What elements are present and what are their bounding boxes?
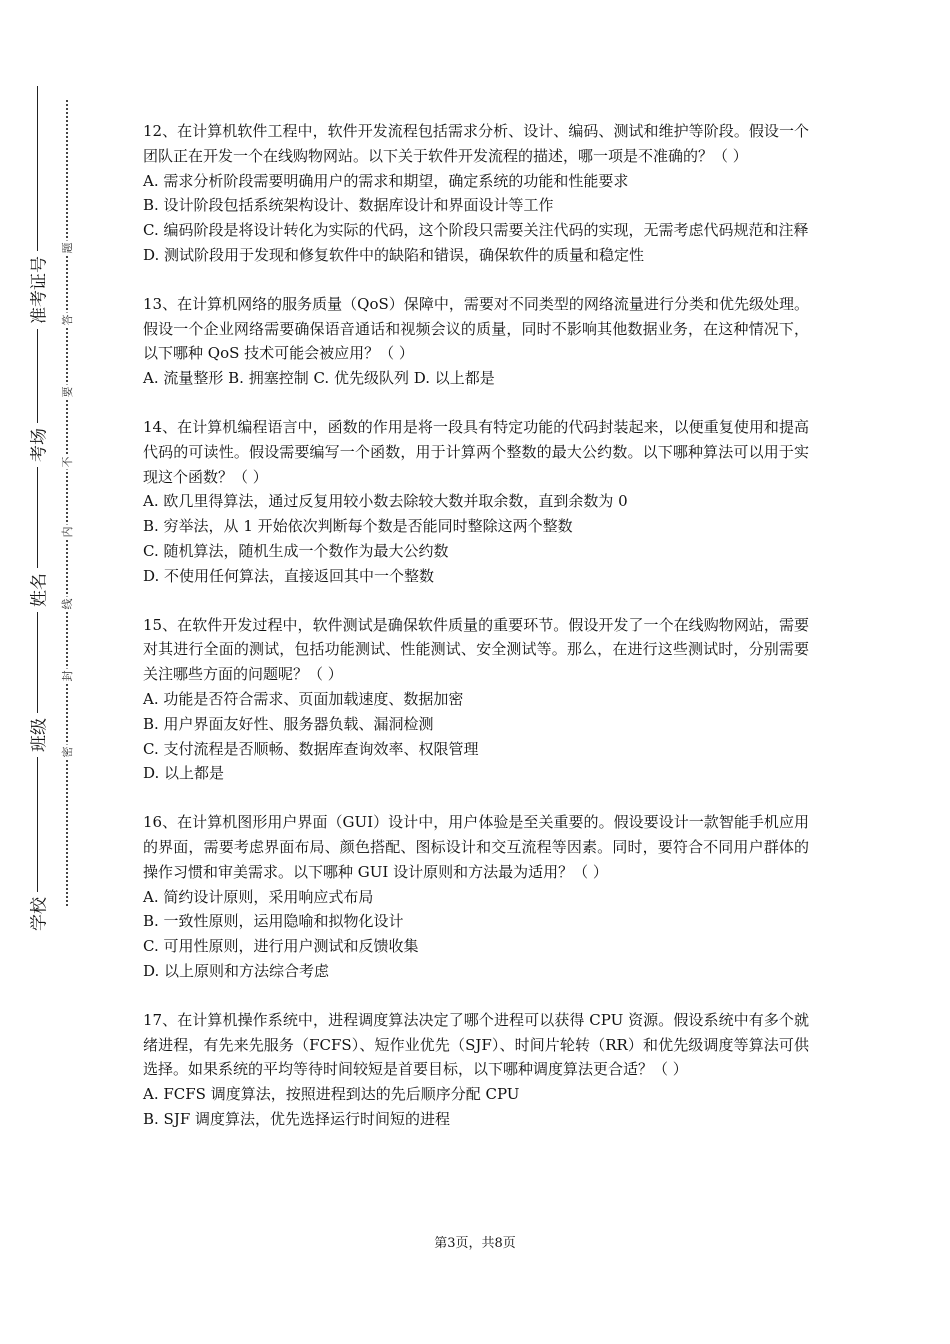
option-a: A. 欧几里得算法，通过反复用较小数去除较大数并取余数，直到余数为 0 <box>143 492 628 511</box>
seal-char-8: 题 <box>61 242 74 254</box>
option-d: D. 不使用任何算法，直接返回其中一个整数 <box>143 566 435 585</box>
seal-char-2: 封 <box>61 670 74 682</box>
binding-margin <box>0 0 130 1344</box>
question-14 <box>143 415 809 589</box>
option-d: D. 以上原则和方法综合考虑 <box>143 961 330 980</box>
seal-char-6: 要 <box>61 386 74 398</box>
option-d: D. 以上都是 <box>143 764 225 783</box>
option-c: C. 随机算法，随机生成一个数作为最大公约数 <box>143 541 449 560</box>
binding-field-school: 学校 <box>25 892 50 936</box>
option-b: B. SJF 调度算法，优先选择运行时间短的进程 <box>143 1109 451 1128</box>
option-c: C. 可用性原则，进行用户测试和反馈收集 <box>143 937 419 956</box>
question-13 <box>143 292 809 391</box>
option-a: A. 功能是否符合需求、页面加载速度、数据加密 <box>143 689 464 708</box>
option-row: A. 流量整形 B. 拥塞控制 C. 优先级队列 D. 以上都是 <box>143 369 495 388</box>
question-15 <box>143 613 809 787</box>
page-number: 第3页，共8页 <box>434 1236 516 1251</box>
question-stem: 13、在计算机网络的服务质量（QoS）保障中，需要对不同类型的网络流量进行分类和优先级处理。假设一个企业网络需要确保语音通话和视频会议的质量，同时不影响其他数据业务，在这种情况下，以下哪种 QoS 技术可能会被应用？（ ） <box>143 294 809 363</box>
option-b: B. 一致性原则，运用隐喻和拟物化设计 <box>143 912 404 931</box>
question-12 <box>143 119 809 268</box>
option-b: B. 用户界面友好性、服务器负载、漏洞检测 <box>143 714 434 733</box>
question-stem: 17、在计算机操作系统中，进程调度算法决定了哪个进程可以获得 CPU 资源。假设系统中有多个就绪进程，有先来先服务（FCFS）、短作业优先（SJF）、时间片轮转（RR）和优先级调度等算法可供选择。如果系统的平均等待时间较短是首要目标，以下哪种调度算法更合适？（ ） <box>143 1010 809 1079</box>
seal-char-7: 答 <box>61 314 74 326</box>
question-stem: 16、在计算机图形用户界面（GUI）设计中，用户体验是至关重要的。假设要设计一款智能手机应用的界面，需要考虑界面布局、颜色搭配、图标设计和交互流程等因素。同时，要符合不同用户群体的操作习惯和审美需求。以下哪种 GUI 设计原则和方法最为适用？（ ） <box>143 813 809 881</box>
seal-char-3: 线 <box>61 598 74 610</box>
option-b: B. 穷举法，从 1 开始依次判断每个数是否能同时整除这两个整数 <box>143 517 573 536</box>
question-16 <box>143 810 809 984</box>
binding-field-name: 姓名 <box>25 568 50 612</box>
seal-char-1: 密 <box>61 746 74 758</box>
option-b: B. 设计阶段包括系统架构设计、数据库设计和界面设计等工作 <box>143 196 554 215</box>
seal-char-4: 内 <box>61 526 74 538</box>
question-list <box>143 119 809 1156</box>
option-a: A. FCFS 调度算法，按照进程到达的先后顺序分配 CPU <box>143 1085 520 1104</box>
option-d: D. 测试阶段用于发现和修复软件中的缺陷和错误，确保软件的质量和稳定性 <box>143 245 645 264</box>
binding-field-exam-room: 考场 <box>25 423 50 467</box>
question-stem: 14、在计算机编程语言中，函数的作用是将一段具有特定功能的代码封装起来，以便重复使用和提高代码的可读性。假设需要编写一个函数，用于计算两个整数的最大公约数。以下哪种算法可以用于实现这个函数？（ ） <box>143 417 809 486</box>
option-a: A. 简约设计原则，采用响应式布局 <box>143 887 374 906</box>
option-c: C. 支付流程是否顺畅、数据库查询效率、权限管理 <box>143 739 479 758</box>
option-c: C. 编码阶段是将设计转化为实际的代码，这个阶段只需要关注代码的实现，无需考虑代码规范和注释 <box>143 221 809 240</box>
question-17 <box>143 1008 809 1132</box>
question-stem: 15、在软件开发过程中，软件测试是确保软件质量的重要环节。假设开发了一个在线购物网站，需要对其进行全面的测试，包括功能测试、性能测试、安全测试等。那么，在进行这些测试时，分别需要关注哪些方面的问题呢？（ ） <box>143 615 809 684</box>
binding-field-class: 班级 <box>25 713 50 757</box>
binding-dotted-line <box>66 100 68 906</box>
binding-field-exam-number: 准考证号 <box>25 251 50 329</box>
question-stem: 12、在计算机软件工程中，软件开发流程包括需求分析、设计、编码、测试和维护等阶段。假设一个团队正在开发一个在线购物网站。以下关于软件开发流程的描述，哪一项是不准确的？（ ） <box>143 122 809 165</box>
option-a: A. 需求分析阶段需要明确用户的需求和期望，确定系统的功能和性能要求 <box>143 171 629 190</box>
binding-solid-line <box>37 86 38 934</box>
seal-char-5: 不 <box>61 456 74 468</box>
